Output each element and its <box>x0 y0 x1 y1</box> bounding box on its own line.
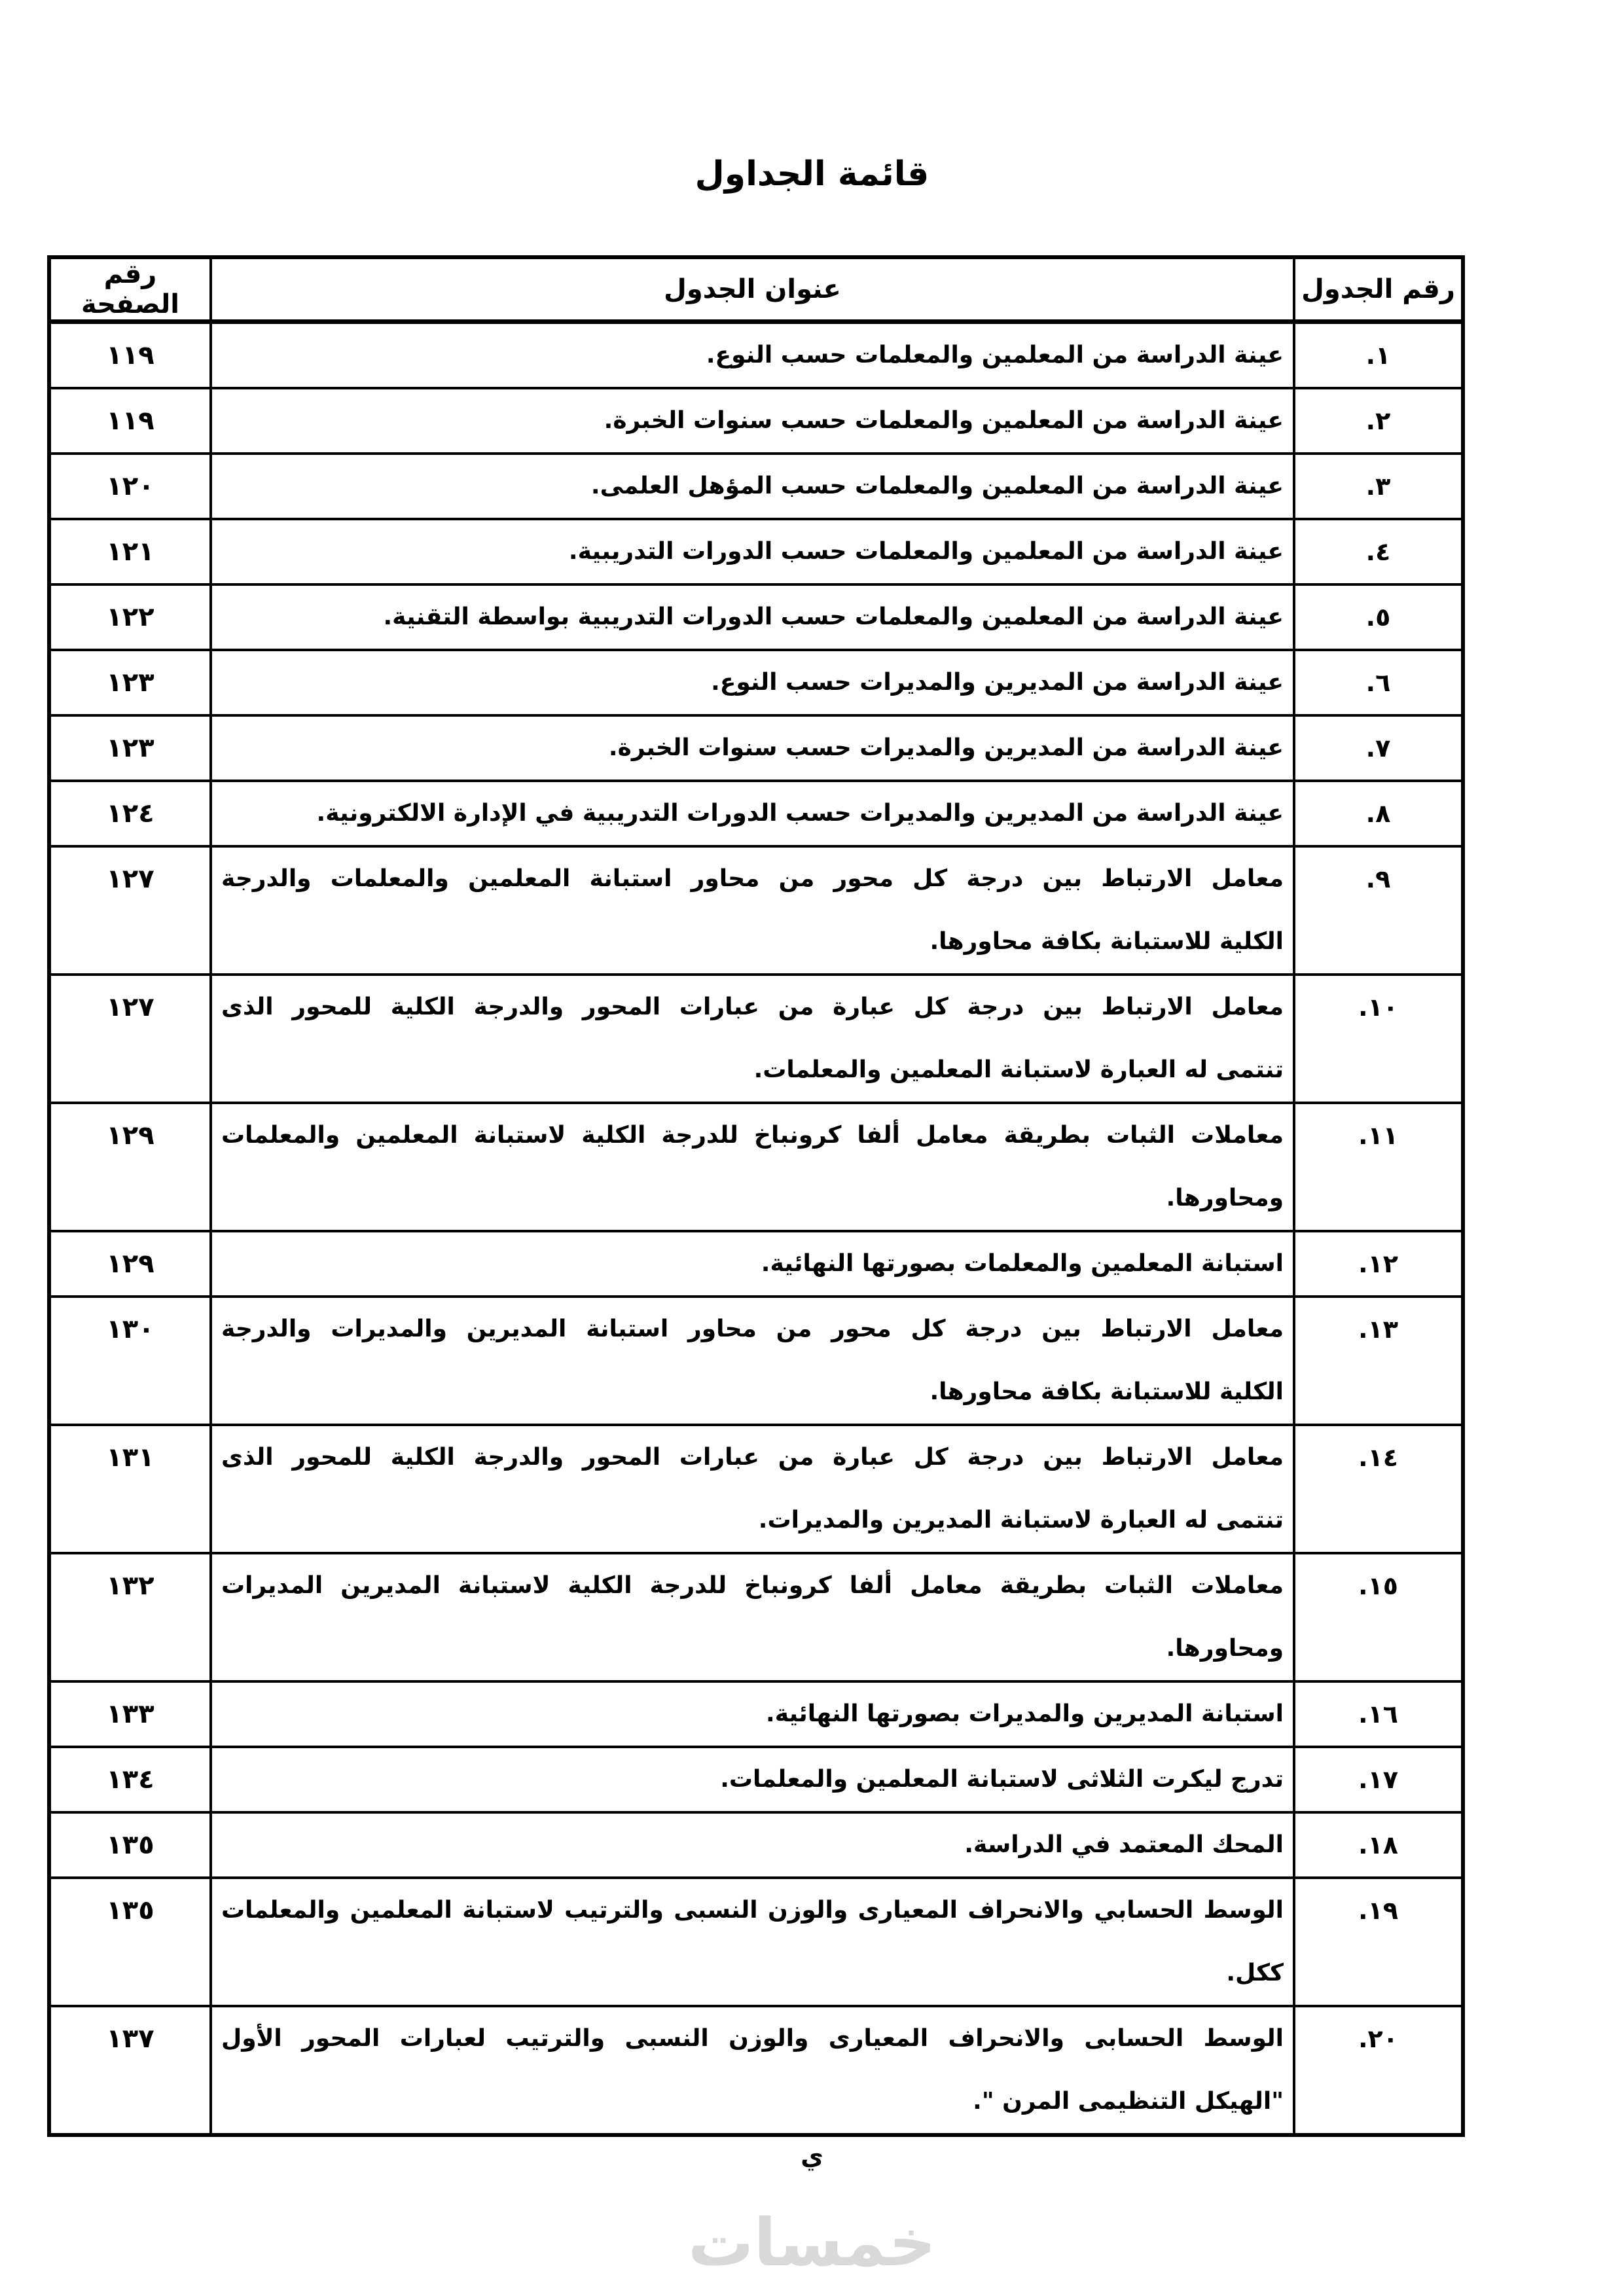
table-title-line: الوسط الحسابي والانحراف المعيارى والوزن النسبى والترتيب لاستبانة المعلمين والمعلمات <box>221 1897 1284 1924</box>
table-number-cell <box>1294 388 1463 454</box>
page-number-value: ١٣٥ <box>106 1830 154 1860</box>
table-number-cell <box>1294 975 1463 1103</box>
table-title-cell <box>211 846 1294 975</box>
page-number-value: ١٢٠ <box>106 471 154 501</box>
page-number-value: ١٣٧ <box>106 2024 154 2054</box>
table-number-cell <box>1294 1878 1463 2006</box>
column-header-page-number: رقم الصفحة <box>49 257 211 322</box>
table-row <box>49 715 1463 781</box>
table-number-value: ٢٠. <box>1358 2024 1398 2053</box>
table-row <box>49 1878 1463 2006</box>
page-number-value: ١٢١ <box>106 537 154 567</box>
table-title-cell <box>211 1747 1294 1812</box>
table-number-value: ١٨. <box>1358 1831 1398 1859</box>
table-number-cell <box>1294 1103 1463 1231</box>
table-title-cell <box>211 322 1294 389</box>
table-row <box>49 322 1463 389</box>
table-title-line: عينة الدراسة من المعلمين والمعلمات حسب سنوات الخبرة. <box>604 407 1284 434</box>
column-header-table-number: رقم الجدول <box>1294 257 1463 322</box>
table-title-cell <box>211 519 1294 584</box>
table-title-line: تنتمى له العبارة لاستبانة المعلمين والمعلمات. <box>753 1056 1284 1083</box>
khamsat-watermark: خمسات <box>688 2204 936 2281</box>
table-row <box>49 584 1463 650</box>
table-row <box>49 1553 1463 1681</box>
table-number-value: ٧. <box>1365 734 1391 762</box>
table-row <box>49 1425 1463 1553</box>
table-row <box>49 2006 1463 2135</box>
table-title-line: عينة الدراسة من المديرين والمديرات حسب الدورات التدريبية في الإدارة الالكترونية. <box>316 800 1284 827</box>
table-row <box>49 650 1463 715</box>
page-number-value: ١٢٣ <box>106 668 154 698</box>
table-number-value: ٩. <box>1365 865 1391 893</box>
table-title-cell <box>211 1812 1294 1878</box>
page-number-cell <box>49 454 211 519</box>
page-number-cell <box>49 1878 211 2006</box>
page-number-cell <box>49 322 211 389</box>
page-number-cell <box>49 650 211 715</box>
table-row <box>49 1812 1463 1878</box>
page-number-cell <box>49 1231 211 1297</box>
table-number-value: ١٤. <box>1358 1443 1398 1472</box>
table-title-line: معاملات الثبات بطريقة معامل ألفا كرونباخ للدرجة الكلية لاستبانة المعلمين والمعلمات <box>221 1122 1284 1149</box>
table-number-value: ١٧. <box>1358 1765 1398 1794</box>
table-row <box>49 781 1463 846</box>
table-number-value: ٦. <box>1365 668 1391 697</box>
table-number-cell <box>1294 584 1463 650</box>
table-row <box>49 1681 1463 1747</box>
table-number-value: ١٦. <box>1358 1700 1398 1729</box>
table-title-cell <box>211 1425 1294 1553</box>
page-number-value: ١٣٣ <box>106 1699 154 1729</box>
table-title-cell <box>211 1103 1294 1231</box>
page-number-cell <box>49 1553 211 1681</box>
table-row <box>49 1103 1463 1231</box>
table-number-cell <box>1294 2006 1463 2135</box>
table-title-cell <box>211 1553 1294 1681</box>
table-number-cell <box>1294 1747 1463 1812</box>
table-row <box>49 388 1463 454</box>
page-number-cell <box>49 781 211 846</box>
page-title: قائمة الجداول <box>695 154 929 194</box>
page-number-value: ١١٩ <box>106 406 154 436</box>
table-row <box>49 519 1463 584</box>
table-number-cell <box>1294 1425 1463 1553</box>
table-number-value: ٨. <box>1365 799 1391 828</box>
table-number-value: ١٣. <box>1358 1315 1398 1344</box>
table-number-value: ١١. <box>1358 1121 1398 1150</box>
table-row <box>49 454 1463 519</box>
table-row <box>49 846 1463 975</box>
table-number-value: ١٥. <box>1358 1571 1398 1600</box>
table-title-line: ككل. <box>1226 1960 1284 1986</box>
page-number-cell <box>49 1812 211 1878</box>
table-title-line: معاملات الثبات بطريقة معامل ألفا كرونباخ للدرجة الكلية لاستبانة المديرين المديرات <box>221 1572 1284 1599</box>
table-number-cell <box>1294 322 1463 389</box>
table-title-line: عينة الدراسة من المعلمين والمعلمات حسب الدورات التدريبية. <box>568 538 1284 565</box>
page-number-cell <box>49 975 211 1103</box>
table-number-cell <box>1294 650 1463 715</box>
table-row <box>49 1747 1463 1812</box>
table-number-cell <box>1294 1553 1463 1681</box>
table-number-cell <box>1294 1297 1463 1425</box>
table-title-cell <box>211 781 1294 846</box>
table-number-value: ١٠. <box>1358 993 1398 1022</box>
table-title-cell <box>211 1297 1294 1425</box>
table-title-line: المحك المعتمد في الدراسة. <box>964 1831 1284 1858</box>
table-title-line: معامل الارتباط بين درجة كل محور من محاور استبانة المديرين والمديرات والدرجة <box>221 1316 1284 1342</box>
page-number-value: ١٣٥ <box>106 1895 154 1926</box>
table-title-line: ومحاورها. <box>1166 1185 1284 1211</box>
page-number-cell <box>49 1747 211 1812</box>
table-title-cell <box>211 1231 1294 1297</box>
table-title-line: عينة الدراسة من المعلمين والمعلمات حسب الدورات التدريبية بواسطة التقنية. <box>383 603 1284 630</box>
table-header-row <box>49 257 1463 322</box>
table-number-cell <box>1294 781 1463 846</box>
page-number-cell <box>49 715 211 781</box>
table-title-cell <box>211 584 1294 650</box>
table-title-cell <box>211 975 1294 1103</box>
page-number-cell <box>49 1297 211 1425</box>
table-title-line: عينة الدراسة من المعلمين والمعلمات حسب المؤهل العلمى. <box>590 473 1284 499</box>
table-title-line: الوسط الحسابى والانحراف المعيارى والوزن النسبى والترتيب لعبارات المحور الأول <box>221 2025 1284 2052</box>
page-number-value: ١٣٤ <box>106 1765 154 1795</box>
table-row <box>49 1231 1463 1297</box>
page-number-cell <box>49 1681 211 1747</box>
table-title-line: استبانة المديرين والمديرات بصورتها النهائية. <box>766 1700 1284 1727</box>
page-number-cell <box>49 1425 211 1553</box>
table-number-cell <box>1294 715 1463 781</box>
table-number-value: ١٩. <box>1358 1896 1398 1925</box>
table-title-line: معامل الارتباط بين درجة كل عبارة من عبارات المحور والدرجة الكلية للمحور الذى <box>221 1444 1284 1471</box>
table-title-cell <box>211 2006 1294 2135</box>
table-title-cell <box>211 454 1294 519</box>
page-number-value: ١٣١ <box>106 1443 154 1473</box>
page-number-value: ١٣٢ <box>106 1571 154 1601</box>
table-number-cell <box>1294 846 1463 975</box>
table-title-cell <box>211 1681 1294 1747</box>
table-number-cell <box>1294 454 1463 519</box>
table-number-value: ١٢. <box>1358 1249 1398 1278</box>
table-number-value: ٥. <box>1365 603 1391 632</box>
page-number-cell <box>49 519 211 584</box>
table-title-line: ومحاورها. <box>1166 1635 1284 1662</box>
column-header-table-title: عنوان الجدول <box>211 257 1294 322</box>
table-number-value: ٢. <box>1365 406 1391 435</box>
table-row <box>49 975 1463 1103</box>
table-number-cell <box>1294 1812 1463 1878</box>
table-title-line: عينة الدراسة من المديرين والمديرات حسب النوع. <box>711 669 1284 696</box>
table-title-line: تدرج ليكرت الثلاثى لاستبانة المعلمين والمعلمات. <box>720 1766 1284 1793</box>
page-number-value: ١٣٠ <box>106 1314 154 1344</box>
table-title-line: عينة الدراسة من المعلمين والمعلمات حسب النوع. <box>706 342 1284 368</box>
table-title-line: الكلية للاستبانة بكافة محاورها. <box>929 1378 1284 1405</box>
table-row <box>49 1297 1463 1425</box>
table-title-cell <box>211 715 1294 781</box>
page-number-value: ١١٩ <box>106 340 154 370</box>
page-number-value: ١٢٧ <box>106 992 154 1022</box>
table-number-value: ٤. <box>1365 537 1391 566</box>
page-number-cell <box>49 846 211 975</box>
page-number-value: ١٢٩ <box>106 1249 154 1279</box>
page-number-value: ١٢٤ <box>106 798 154 829</box>
table-title-line: "الهيكل التنظيمى المرن ". <box>973 2088 1284 2115</box>
page-number-cell <box>49 2006 211 2135</box>
page-number-value: ١٢٧ <box>106 864 154 894</box>
table-title-cell <box>211 650 1294 715</box>
table-number-cell <box>1294 1231 1463 1297</box>
page-number-value: ١٢٢ <box>106 602 154 632</box>
table-number-cell <box>1294 1681 1463 1747</box>
table-number-value: ١. <box>1365 341 1391 370</box>
table-title-line: استبانة المعلمين والمعلمات بصورتها النهائية. <box>761 1250 1284 1277</box>
page-number-cell <box>49 1103 211 1231</box>
list-of-tables-table <box>47 255 1465 2137</box>
table-number-value: ٣. <box>1365 472 1391 501</box>
page-number-cell <box>49 388 211 454</box>
table-title-line: تنتمى له العبارة لاستبانة المديرين والمديرات. <box>758 1507 1284 1534</box>
table-title-cell <box>211 388 1294 454</box>
page-number-cell <box>49 584 211 650</box>
page-number-value: ١٢٩ <box>106 1121 154 1151</box>
table-title-line: معامل الارتباط بين درجة كل محور من محاور استبانة المعلمين والمعلمات والدرجة <box>221 865 1284 892</box>
table-title-cell <box>211 1878 1294 2006</box>
table-number-cell <box>1294 519 1463 584</box>
page-footer-letter: ي <box>801 2142 823 2170</box>
table-title-line: معامل الارتباط بين درجة كل عبارة من عبارات المحور والدرجة الكلية للمحور الذى <box>221 994 1284 1020</box>
table-title-line: الكلية للاستبانة بكافة محاورها. <box>929 928 1284 955</box>
table-title-line: عينة الدراسة من المديرين والمديرات حسب سنوات الخبرة. <box>608 734 1284 761</box>
page-number-value: ١٢٣ <box>106 733 154 763</box>
